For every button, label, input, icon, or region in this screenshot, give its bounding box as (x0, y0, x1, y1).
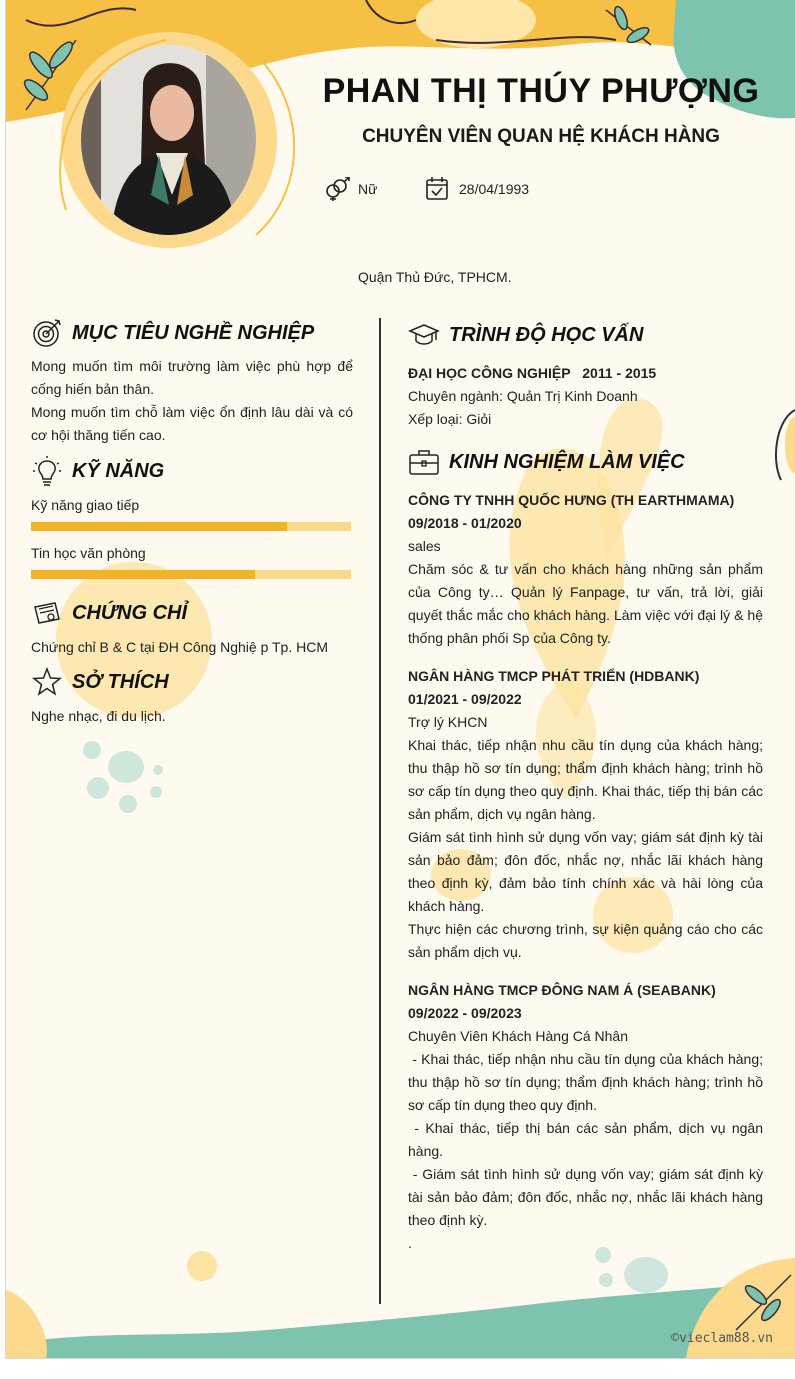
target-icon (31, 317, 63, 349)
school-name: ĐẠI HỌC CÔNG NGHIỆP (408, 365, 571, 381)
career-goal-heading (31, 317, 314, 349)
job-role: Chuyên Viên Khách Hàng Cá Nhân (408, 1028, 629, 1044)
skill-bar-fill (31, 522, 287, 531)
avatar (81, 45, 256, 235)
birthday-value: 28/04/1993 (459, 181, 530, 197)
skill-label: Kỹ năng giao tiếp (31, 497, 140, 513)
star-icon (31, 666, 63, 698)
gender-value: Nữ (358, 181, 378, 197)
skill-bar-fill (31, 570, 255, 579)
watermark: ©vieclam88.vn (671, 1331, 773, 1346)
hobbies-heading (31, 666, 169, 698)
job-role: sales (408, 538, 441, 554)
skill-label: Tin học văn phòng (31, 545, 146, 561)
hobbies-title: SỞ THÍCH (72, 670, 169, 693)
job-detail: . (408, 1235, 412, 1251)
job-detail: - Giám sát tình hình sử dụng vốn vay; giám sát định kỳ tài sản bảo đảm; đôn đốc, nhắc nợ, nhắc lãi khách hàng theo định kỳ. (408, 1166, 767, 1228)
job-detail: Khai thác, tiếp nhận nhu cầu tín dụng của khách hàng; thu thập hồ sơ tín dụng; thẩm định khách hàng; trình hồ sơ cấp tín dụng theo quy định. Khai thác, tiếp thị bán các sản phẩm, dịch vụ ngân hàng. (408, 737, 763, 822)
certificates-title: CHỨNG CHỈ (72, 601, 188, 624)
experience-title: KINH NGHIỆM LÀM VIỆC (449, 450, 685, 473)
job-detail: Chăm sóc & tư vấn cho khách hàng những sản phẩm của Công ty… Quản lý Fanpage, tư vấn, trả lời, giải quyết thắc mắc cho khách hàng. Làm việc với đại lý & hệ thống phân phối Sp của Công ty. (408, 561, 763, 646)
education-years: 2011 - 2015 (582, 365, 657, 381)
job-entry (408, 979, 767, 1255)
calendar-icon (426, 176, 448, 200)
job-period: 09/2018 - 01/2020 (408, 515, 522, 531)
address-value: Quận Thủ Đức, TPHCM. (358, 269, 512, 285)
education-block (408, 362, 763, 431)
cv-page (5, 0, 795, 1359)
briefcase-icon (408, 446, 440, 478)
job-detail: Thực hiện các chương trình, sự kiện quảng cáo cho các sản phẩm dịch vụ. (408, 921, 763, 960)
job-detail: - Khai thác, tiếp nhận nhu cầu tín dụng của khách hàng; thu thập hồ sơ tín dụng; thẩm định khách hàng; trình hồ sơ cấp tín dụng theo quy định. (408, 1051, 767, 1113)
skills-title: KỸ NĂNG (72, 459, 165, 482)
job-entry (408, 665, 763, 964)
job-company: NGÂN HÀNG TMCP PHÁT TRIỂN (HDBANK) (408, 668, 700, 684)
job-role: Trợ lý KHCN (408, 714, 488, 730)
career-goal-line: Mong muốn tìm chỗ làm việc ổn định lâu dài và có cơ hội thăng tiến cao. (31, 404, 353, 443)
certificates-text: Chứng chỉ B & C tại ĐH Công Nghiệ p Tp. HCM (31, 639, 329, 655)
education-major: Chuyên ngành: Quản Trị Kinh Doanh (408, 388, 638, 404)
skills-heading (31, 455, 164, 487)
career-goal-title: MỤC TIÊU NGHỀ NGHIỆP (72, 321, 315, 344)
gender-icon (324, 177, 350, 201)
job-period: 09/2022 - 09/2023 (408, 1005, 522, 1021)
certificate-icon (31, 597, 63, 629)
job-company: NGÂN HÀNG TMCP ĐÔNG NAM Á (SEABANK) (408, 982, 716, 998)
avatar-photo (81, 45, 256, 235)
column-divider (379, 318, 381, 1304)
graduation-cap-icon (408, 319, 440, 351)
skill-bar (31, 522, 351, 531)
candidate-name: PHAN THỊ THÚY PHƯỢNG (322, 72, 760, 110)
lightbulb-icon (31, 455, 63, 487)
career-goal-text (31, 355, 353, 447)
job-period: 01/2021 - 09/2022 (408, 691, 522, 707)
career-goal-line: Mong muốn tìm môi trường làm việc phù hợp để cống hiến bản thân. (31, 358, 353, 397)
job-company: CÔNG TY TNHH QUỐC HƯNG (TH EARTHMAMA) (408, 492, 735, 508)
experience-heading (408, 446, 685, 478)
education-grade: Xếp loại: Giỏi (408, 411, 492, 427)
job-detail: Giám sát tình hình sử dụng vốn vay; giám sát định kỳ tài sản bảo đảm; đôn đốc, nhắc nợ, nhắc lãi khách hàng theo định kỳ, đảm bảo tính chính xác và hài lòng của khách hàng. (408, 829, 763, 914)
hobbies-text: Nghe nhạc, đi du lịch. (31, 708, 166, 724)
job-entry (408, 489, 763, 650)
skill-bar (31, 570, 351, 579)
job-title: CHUYÊN VIÊN QUAN HỆ KHÁCH HÀNG (362, 126, 720, 147)
education-heading (408, 319, 643, 351)
job-detail: - Khai thác, tiếp thị bán các sản phẩm, dịch vụ ngân hàng. (408, 1120, 767, 1159)
education-title: TRÌNH ĐỘ HỌC VẤN (449, 323, 644, 346)
certificates-heading (31, 597, 187, 629)
